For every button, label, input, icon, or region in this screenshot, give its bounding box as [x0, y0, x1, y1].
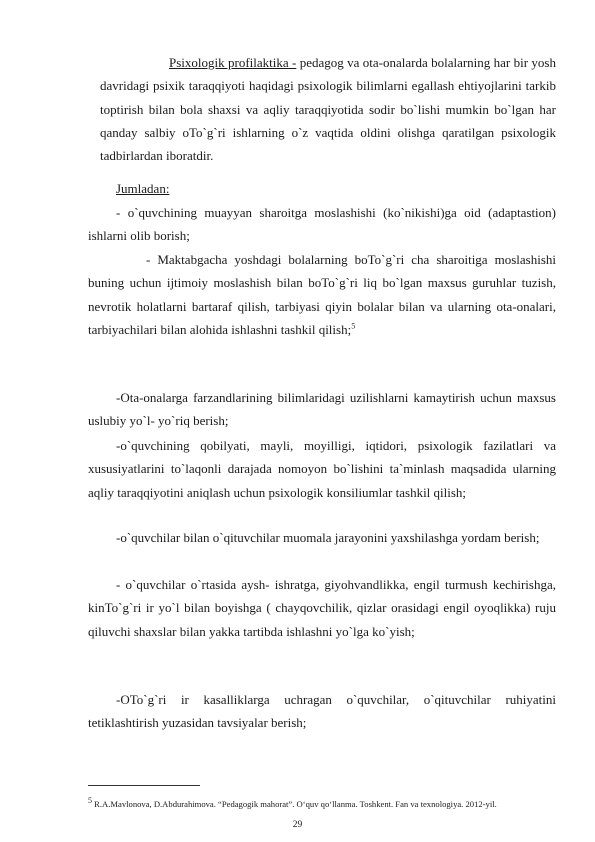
list-item: - o`quvchilar o`rtasida aysh- ishratga, giyohvandlikka, engil turmush kechirishga, kinTo`g`ri ir yo`l bilan boyishga ( chayqovchilik, qizlar orasidagi engil oyoqlikka) ruju qiluvchi shaxslar bilan yakka tartibda ishlashni yo`lga ko`yish; — [88, 577, 556, 639]
list-item: -o`quvchining qobilyati, mayli, moyilligi, iqtidori, psixologik fazilatlari va xususiyatlarini to`laqonli darajada nomoyon bo`lishini ta`minlash maqsadida ularning aqliy taraqqiyotini aniqlash uchun psixologik konsiliumlar tashkil qilish; — [88, 438, 556, 500]
list-item: -Ota-onalarga farzandlarining bilimlaridagi uzilishlarni kamaytirish uchun maxsus uslubiy yo`l- yo`riq berish; — [88, 390, 556, 429]
page-number: 29 — [292, 820, 303, 830]
paragraph-intro — [100, 51, 556, 167]
intro-text: pedagog va ota-onalarda bolalarning har bir yosh davridagi psixik taraqqiyoti haqidagi psixologik bilimlarni egallash ehtiyojlarini tarkib toptirish bilan bola shaxsi va aqliy taraqqiyotida sodir bo`lishi mumkin bo`lgan har qanday salbiy oTo`g`ri ishlarning o`z vaqtida oldini olishga qaratilgan psixologik tadbirlardan iboratdir. — [100, 55, 556, 164]
list-item-text: - Maktabgacha yoshdagi bolalarning boTo`g`ri cha sharoitiga moslashishi buning uchun ijtimoiy moslashish bilan boTo`g`ri liq bo`lgan maxsus guruhlar tuzish, nevrotik holatlarni bartaraf qilish, tarbiyasi qiyin bolalar bilan va ularning ota-onalari, tarbiyachilari bilan alohida ishlashni tashkil qilish; — [88, 252, 556, 337]
footnote-number: 5 — [88, 795, 92, 805]
heading-text: Jumladan: — [116, 181, 170, 196]
footnote-divider — [88, 785, 200, 786]
list-item — [88, 248, 556, 341]
list-item: -OTo`g`ri ir kasalliklarga uchragan o`quvchilar, o`qituvchilar ruhiyatini tetiklashtirish yuzasidan tavsiyalar berish; — [88, 692, 556, 731]
heading-jumladan — [116, 177, 556, 200]
term-psixologik-profilaktika: Psixologik profilaktika - — [169, 55, 297, 70]
footnote — [88, 795, 556, 810]
list-item: - o`quvchining muayyan sharoitga moslashishi (ko`nikishi)ga oid (adaptastion) ishlarni olib borish; — [88, 205, 556, 244]
footnote-text: R.A.Mavlonova, D.Abdurahimova. “Pedagogik mahorat”. O‘quv qo‘llanma. Toshkent. Fan va texnologiya. 2012-yil. — [94, 798, 497, 809]
footnote-marker: 5 — [351, 321, 356, 331]
list-item: -o`quvchilar bilan o`qituvchilar muomala jarayonini yaxshilashga yordam berish; — [116, 530, 540, 545]
